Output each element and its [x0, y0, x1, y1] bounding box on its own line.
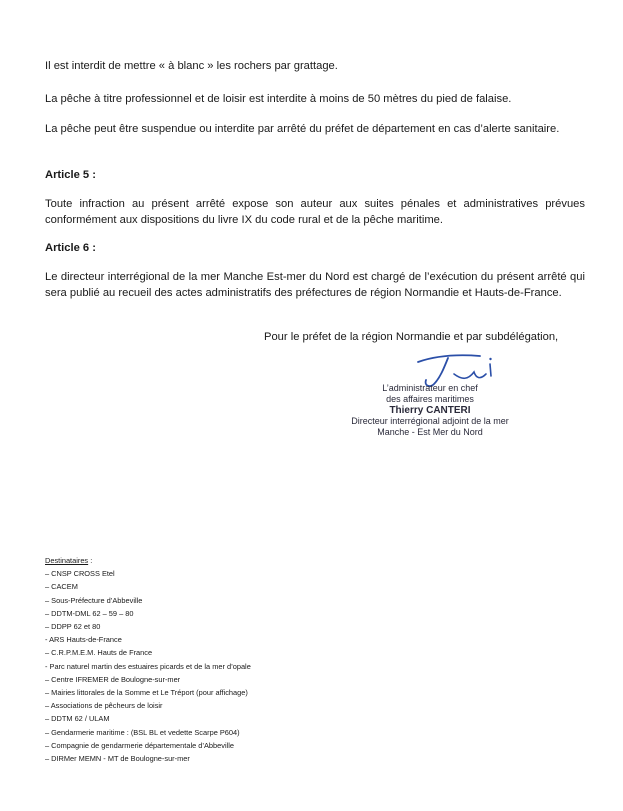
destinataire-item: – CACEM	[45, 582, 78, 592]
destinataire-item: – C.R.P.M.E.M. Hauts de France	[45, 648, 153, 658]
article-5-text: Toute infraction au présent arrêté expose son auteur aux suites pénales et administratives prévues conformément aux dispositions du livre IX du code rural et de la pêche maritime.	[45, 198, 585, 226]
signature-title-line2: des affaires maritimes	[386, 394, 474, 404]
destinataire-item: – DIRMer MEMN - MT de Boulogne-sur-mer	[45, 754, 190, 764]
destinataire-item: – Centre IFREMER de Boulogne-sur-mer	[45, 674, 181, 684]
destinataire-item: – CNSP CROSS Etel	[45, 569, 115, 579]
article-6-text: Le directeur interrégional de la mer Manche Est-mer du Nord est chargé de l’exécution du présent arrêté qui sera publié au recueil des actes administratifs des préfectures de région Normandie et Hauts-de-France.	[45, 271, 585, 299]
article-6-heading: Article 6 :	[45, 242, 96, 254]
paragraph-peche-falaise: La pêche à titre professionnel et de loisir est interdite à moins de 50 mètres du pied de falaise.	[45, 93, 512, 105]
destinataire-item: - Parc naturel martin des estuaires picards et de la mer d’opale	[45, 661, 251, 671]
signature-stamp	[330, 383, 530, 438]
signature-title-line4: Manche - Est Mer du Nord	[377, 427, 483, 437]
destinataire-item: – Gendarmerie maritime : (BSL BL et vedette Scarpe P604)	[45, 727, 240, 737]
signature-title-line3: Directeur interrégional adjoint de la mer	[351, 416, 509, 426]
destinataire-item: – Compagnie de gendarmerie départementale d’Abbeville	[45, 740, 234, 750]
destinataire-item: – Mairies littorales de la Somme et Le Tréport (pour affichage)	[45, 688, 248, 698]
destinataire-item: – Associations de pêcheurs de loisir	[45, 701, 163, 711]
paragraph-rochers: Il est interdit de mettre « à blanc » les rochers par grattage.	[45, 60, 338, 72]
destinataires-list	[45, 554, 251, 765]
article-5-heading: Article 5 :	[45, 169, 96, 181]
destinataire-item: – DDTM 62 / ULAM	[45, 714, 110, 724]
signature-intro: Pour le préfet de la région Normandie et par subdélégation,	[264, 331, 559, 343]
signature-title-line1: L’administrateur en chef	[382, 383, 478, 393]
paragraph-alerte-sanitaire: La pêche peut être suspendue ou interdite par arrêté du préfet de département en cas d’alerte sanitaire.	[45, 123, 560, 135]
signatory-name: Thierry CANTERI	[389, 405, 471, 416]
destinataire-item: – DDTM-DML 62 – 59 – 80	[45, 608, 134, 618]
destinataires-title: Destinataires :	[45, 556, 93, 565]
destinataire-item: - ARS Hauts-de-France	[45, 635, 122, 645]
destinataire-item: – DDPP 62 et 80	[45, 622, 101, 632]
destinataire-item: – Sous-Préfecture d’Abbeville	[45, 595, 143, 605]
